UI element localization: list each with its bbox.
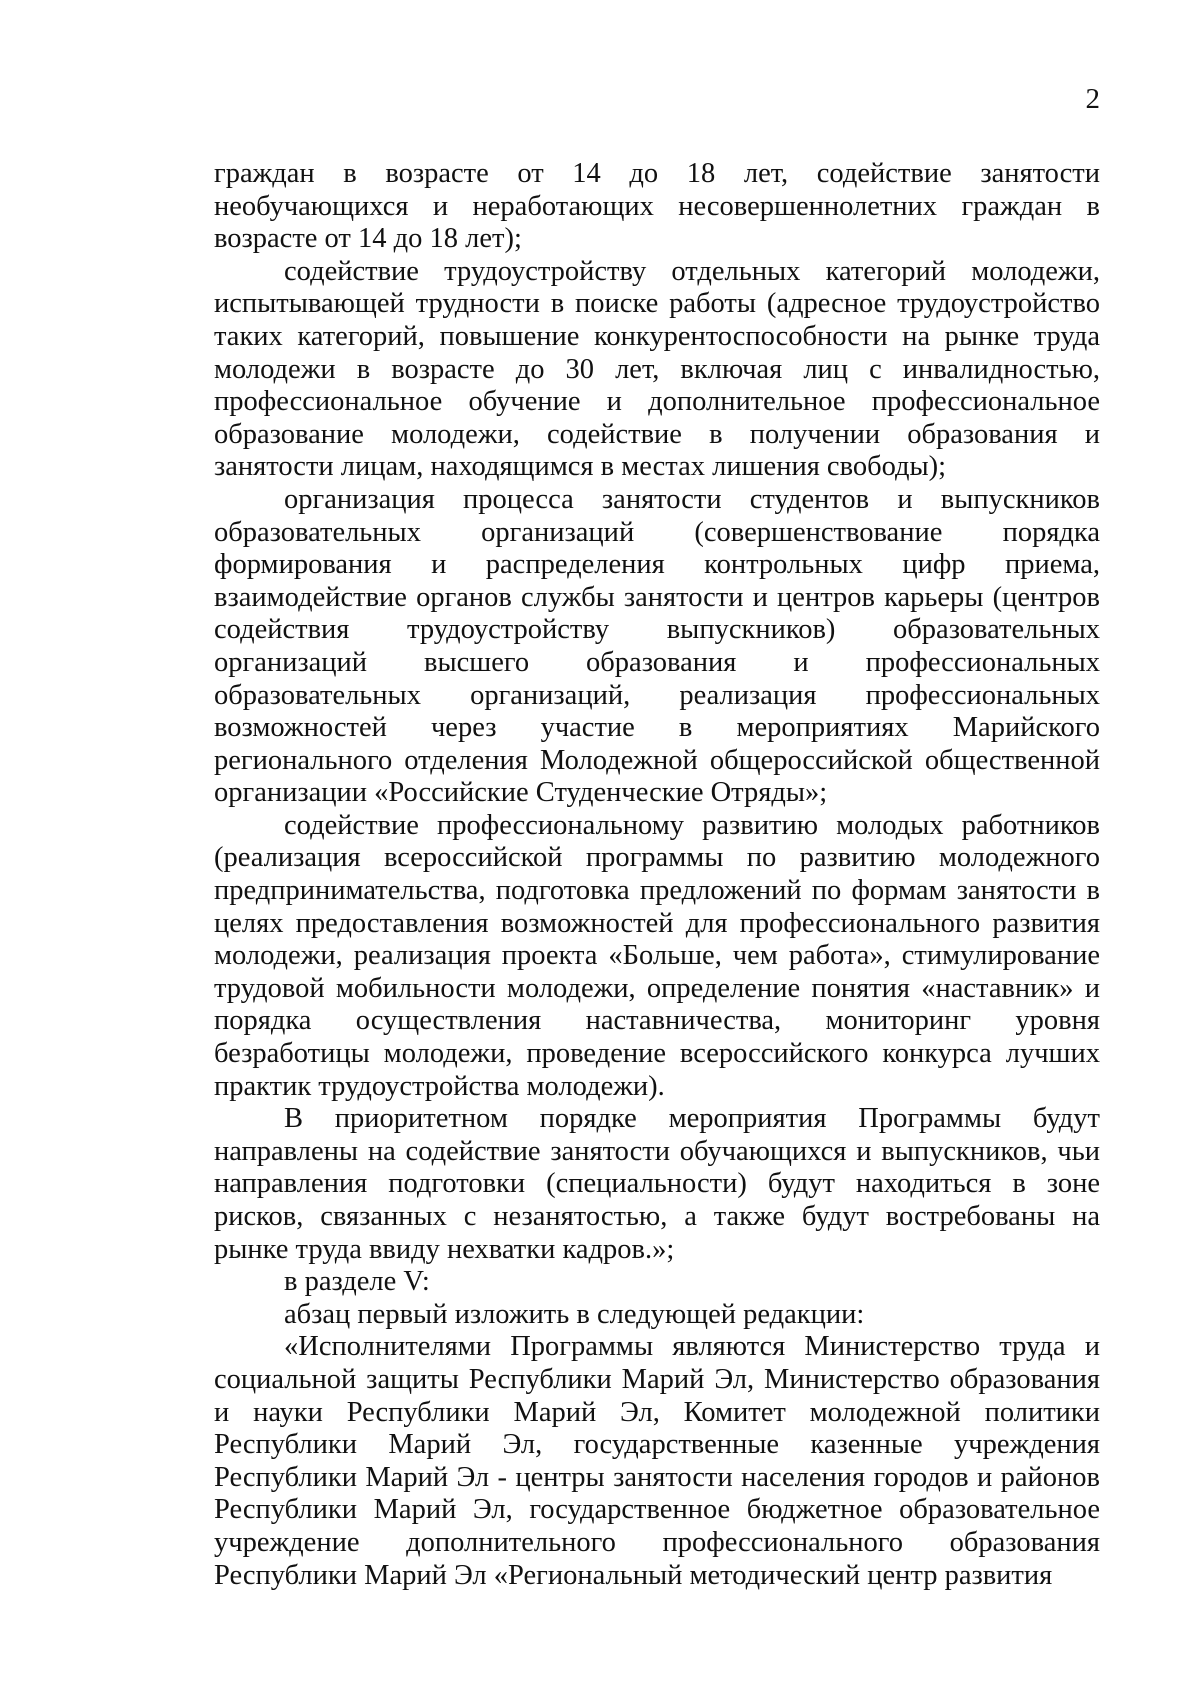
- document-body: [214, 158, 1100, 1592]
- paragraph-6: в разделе V:: [284, 1266, 430, 1298]
- paragraph-1: граждан в возрасте от 14 до 18 лет, содействие занятости необучающихся и неработающих несовершеннолетних граждан в возрасте от 14 до 18 лет);: [214, 158, 1100, 255]
- paragraph-3: организация процесса занятости студентов и выпускников образовательных организаций (совершенствование порядка формирования и распределения контрольных цифр приема, взаимодействие органов службы занятости и центров карьеры (центров содействия трудоустройству выпускников) образовательных организаций высшего образования и профессиональных образовательных организаций, реализация профессиональных возможностей через участие в мероприятиях Марийского регионального отделения Молодежной общероссийской общественной организации «Российские Студенческие Отряды»;: [214, 483, 1100, 809]
- page-number: 2: [1085, 83, 1100, 115]
- paragraph-5: В приоритетном порядке мероприятия Программы будут направлены на содействие занятости обучающихся и выпускников, чьи направления подготовки (специальности) будут находиться в зоне рисков, связанных с незанятостью, а также будут востребованы на рынке труда ввиду нехватки кадров.»;: [214, 1103, 1100, 1265]
- paragraph-7: абзац первый изложить в следующей редакции:: [284, 1298, 865, 1330]
- paragraph-4: содействие профессиональному развитию молодых работников (реализация всероссийской программы по развитию молодежного предпринимательства, подготовка предложений по формам занятости в целях предоставления возможностей для профессионального развития молодежи, реализация проекта «Больше, чем работа», стимулирование трудовой мобильности молодежи, определение понятия «наставник» и порядка осуществления наставничества, мониторинг уровня безработицы молодежи, проведение всероссийского конкурса лучших практик трудоустройства молодежи).: [214, 809, 1100, 1102]
- paragraph-8: «Исполнителями Программы являются Министерство труда и социальной защиты Республики Марий Эл, Министерство образования и науки Республики Марий Эл, Комитет молодежной политики Республики Марий Эл, государственные казенные учреждения Республики Марий Эл - центры занятости населения городов и районов Республики Марий Эл, государственное бюджетное образовательное учреждение дополнительного профессионального образования Республики Марий Эл «Региональный методический центр развития: [214, 1331, 1100, 1591]
- paragraph-2: содействие трудоустройству отдельных категорий молодежи, испытывающей трудности в поиске работы (адресное трудоустройство таких категорий, повышение конкурентоспособности на рынке труда молодежи в возрасте до 30 лет, включая лиц с инвалидностью, профессиональное обучение и дополнительное профессиональное образование молодежи, содействие в получении образования и занятости лицам, находящимся в местах лишения свободы);: [214, 255, 1100, 483]
